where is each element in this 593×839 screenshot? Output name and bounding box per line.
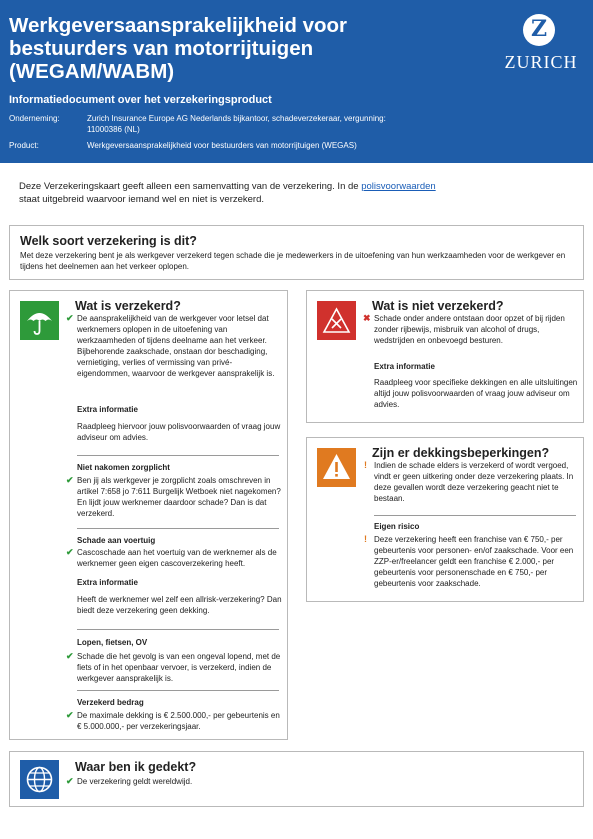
not-covered-extra-title: Extra informatie	[374, 362, 435, 371]
check-icon: ✔	[66, 547, 74, 557]
header	[0, 0, 593, 163]
check-icon: ✔	[66, 313, 74, 323]
check-icon: ✔	[66, 475, 74, 485]
policy-conditions-link[interactable]: polisvoorwaarden	[361, 181, 436, 192]
covered-box	[9, 290, 288, 740]
check-icon: ✔	[66, 776, 74, 786]
vehicle-extra-text: Heeft de werknemer wel zelf een allrisk-verzekering? Dan biedt deze verzekering geen dekking.	[77, 595, 282, 615]
covered-title: Wat is verzekerd?	[75, 299, 181, 313]
deductible-title: Eigen risico	[374, 522, 420, 531]
globe-icon	[20, 760, 59, 799]
coverage-area-box	[9, 751, 584, 807]
divider	[77, 528, 279, 529]
exclamation-icon: !	[364, 460, 367, 470]
company-label: Onderneming:	[9, 114, 60, 123]
insurance-type-title: Welk soort verzekering is dit?	[20, 234, 197, 248]
not-covered-extra-text: Raadpleeg voor specifieke dekkingen en alle uitsluitingen altijd jouw polisvoorwaarden of vraag jouw adviseur om advies.	[374, 378, 578, 409]
vehicle-extra-title: Extra informatie	[77, 578, 138, 587]
cross-icon: ✖	[363, 313, 371, 323]
company-value: Zurich Insurance Europe AG Nederlands bijkantoor, schadeverzekeraar, vergunning: 11000386 (NL)	[87, 114, 386, 134]
vehicle-damage-title: Schade aan voertuig	[77, 536, 156, 545]
vehicle-damage-text: Cascoschade aan het voertuig van de werknemer als de werknemer geen eigen cascoverzekering heeft.	[77, 548, 277, 568]
not-covered-warning-icon	[317, 301, 356, 340]
exclamation-triangle-icon	[317, 448, 356, 487]
insurance-type-box	[9, 225, 584, 280]
exclamation-icon: !	[364, 534, 367, 544]
product-row	[9, 140, 409, 152]
zurich-wordmark: ZURICH	[504, 52, 578, 72]
insured-amount-title: Verzekerd bedrag	[77, 698, 144, 707]
duty-of-care-title: Niet nakomen zorgplicht	[77, 463, 170, 472]
umbrella-icon	[20, 301, 59, 340]
insurance-type-text: Met deze verzekering bent je als werkgever verzekerd tegen schade die je medewerkers in de uitoefening van hun werkzaamheden voor de werkgever en tijdens het deelnemen aan het verkeer oplopen.	[20, 251, 566, 271]
not-covered-title: Wat is niet verzekerd?	[372, 299, 504, 313]
check-icon: ✔	[66, 651, 74, 661]
insured-amount-text: De maximale dekking is € 2.500.000,- per gebeurtenis en € 5.000.000,- per verzekeringsjaar.	[77, 711, 280, 731]
zurich-emblem-icon: Z	[523, 14, 555, 46]
limitations-title: Zijn er dekkingsbeperkingen?	[372, 446, 550, 460]
document-subtitle: Informatiedocument over het verzekeringsproduct	[9, 94, 272, 106]
covered-extra-text: Raadpleeg hiervoor jouw polisvoorwaarden of vraag jouw adviseur om advies.	[77, 422, 281, 442]
divider	[77, 690, 279, 691]
covered-main-text: De aansprakelijkheid van de werkgever voor letsel dat werknemers oplopen in de uitoefening van werkzaamheden of tijdens deelname aan het verkeer. Bijbehorende zaakschade, onstaan dor beschadiging, vernietiging, verlies of vermissing van privé-eigendommen, waarvoor de werkgever aansprakelijk is.	[77, 314, 275, 378]
not-covered-text: Schade onder andere ontstaan door opzet of bij rijden zonder rijbewijs, misbruik van alcohol of drugs, wedstrijden en onbevoegd besturen.	[374, 314, 565, 345]
limitations-box	[306, 437, 584, 602]
company-row	[9, 113, 409, 137]
limitations-text: Indien de schade elders is verzekerd of wordt vergoed, vindt er geen uitkering onder deze verzekering plaats. In deze gevallen wordt deze verzekering geacht niet te bestaan.	[374, 461, 574, 503]
divider	[374, 515, 576, 516]
deductible-text: Deze verzekering heeft een franchise van € 750,- per gebeurtenis voor personen- en/of zaakschade. Voor een ZZP-er/freelancer geldt een franchise € 2.000,- per gebeurtenis voor personenschade en € 750,- per gebeurtenis voor zaakschade.	[374, 535, 574, 588]
intro-text: Deze Verzekeringskaart geeft alleen een samenvatting van de verzekering. In de polisvoorwaarden staat uitgebreid waarvoor iemand wel en niet is verzekerd.	[19, 181, 436, 205]
check-icon: ✔	[66, 710, 74, 720]
covered-extra-title: Extra informatie	[77, 405, 138, 414]
zurich-logo	[499, 14, 583, 76]
duty-of-care-text: Ben jij als werkgever je zorgplicht zoals omschreven in artikel 7:658 jo 7:611 Burgelijk Wetboek niet nagekomen? En lijdt jouw werknemer daardoor schade? Dan is dat verzekerd.	[77, 476, 281, 518]
walking-cycling-text: Schade die het gevolg is van een ongeval lopend, met de fiets of in het openbaar vervoer, is verzekerd, indien de werkgever aansprakelijk is.	[77, 652, 281, 683]
coverage-area-text: De verzekering geldt wereldwijd.	[77, 777, 193, 786]
divider	[77, 629, 279, 630]
not-covered-box	[306, 290, 584, 423]
document-title: Werkgeversaansprakelijkheid voor bestuurders van motorrijtuigen (WEGAM/WABM)	[9, 14, 348, 83]
product-value: Werkgeversaansprakelijkheid voor bestuurders van motorrijtuigen (WEGAS)	[87, 141, 357, 150]
divider	[77, 455, 279, 456]
coverage-area-title: Waar ben ik gedekt?	[75, 760, 197, 774]
walking-cycling-title: Lopen, fietsen, OV	[77, 638, 148, 647]
product-label: Product:	[9, 141, 39, 150]
